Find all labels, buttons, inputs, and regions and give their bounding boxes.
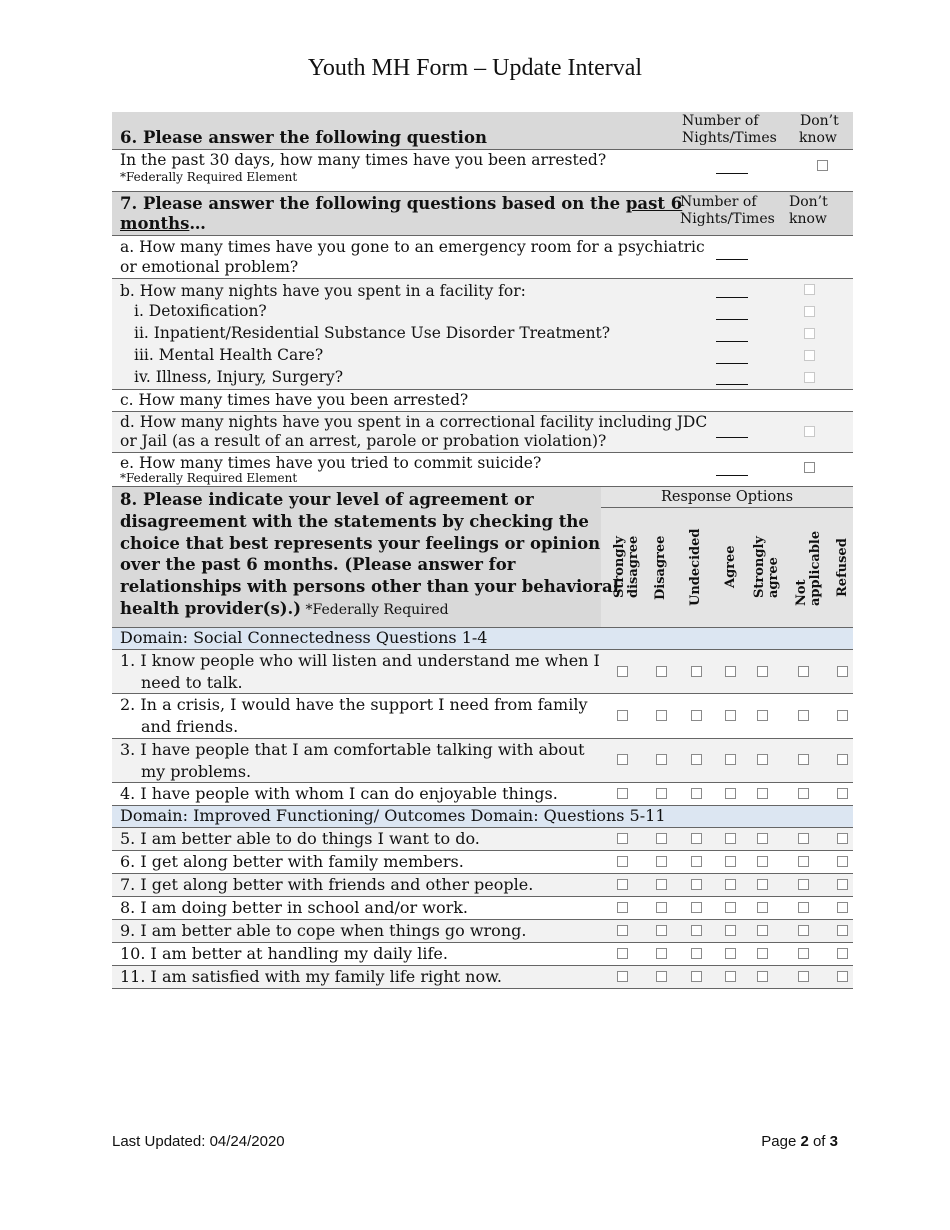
- q8-2-line2: and friends.: [141, 717, 239, 736]
- q8-2-option-checkbox[interactable]: [798, 710, 809, 721]
- option-disagree: Disagree: [653, 535, 668, 600]
- q8-6-option-checkbox[interactable]: [656, 856, 667, 867]
- q8-5-option-checkbox[interactable]: [837, 833, 848, 844]
- q8-4-option-checkbox[interactable]: [656, 788, 667, 799]
- q8-9-option-checkbox[interactable]: [691, 925, 702, 936]
- q8-10-option-checkbox[interactable]: [656, 948, 667, 959]
- q8-4-option-checkbox[interactable]: [757, 788, 768, 799]
- q8-1-option-checkbox[interactable]: [798, 666, 809, 677]
- q8-6-option-checkbox[interactable]: [617, 856, 628, 867]
- q7e-note: *Federally Required Element: [120, 471, 298, 485]
- q6-number-blank[interactable]: [716, 173, 748, 174]
- q8-7-option-checkbox[interactable]: [725, 879, 736, 890]
- q8-9-option-checkbox[interactable]: [617, 925, 628, 936]
- q7e: e. How many times have you tried to commit suicide?: [120, 454, 542, 472]
- q8-7-option-checkbox[interactable]: [798, 879, 809, 890]
- q8-6: 6. I get along better with family members.: [120, 852, 464, 871]
- q7a-line1: a. How many times have you gone to an emergency room for a psychiatric: [120, 238, 705, 256]
- q8-7-option-checkbox[interactable]: [656, 879, 667, 890]
- q7d-line2: or Jail (as a result of an arrest, parole or probation violation)?: [120, 432, 607, 450]
- last-updated: Last Updated: 04/24/2020: [112, 1133, 285, 1150]
- domain-social-label: Domain: Social Connectedness Questions 1-4: [120, 628, 488, 647]
- q8-8-option-checkbox[interactable]: [757, 902, 768, 913]
- q7-col-dontknow: Don’t know: [789, 194, 828, 227]
- q8-response-options: Response Options: [660, 489, 794, 505]
- q7d-line1: d. How many nights have you spent in a correctional facility including JDC: [120, 413, 708, 431]
- q7b-dontknow-checkbox[interactable]: [804, 284, 815, 295]
- q8-2-line1: 2. In a crisis, I would have the support I need from family: [120, 695, 588, 714]
- q8-3-option-checkbox[interactable]: [837, 754, 848, 765]
- q8-10-option-checkbox[interactable]: [837, 948, 848, 959]
- q8-9-option-checkbox[interactable]: [757, 925, 768, 936]
- option-not-applicable: Not applicable: [794, 530, 823, 606]
- q8-8-option-checkbox[interactable]: [691, 902, 702, 913]
- q8-10-option-checkbox[interactable]: [617, 948, 628, 959]
- q6-col-dontknow: Don’t know: [799, 113, 839, 146]
- q7b-intro: b. How many nights have you spent in a facility for:: [120, 282, 526, 300]
- q8-6-option-checkbox[interactable]: [837, 856, 848, 867]
- q8-3-option-checkbox[interactable]: [617, 754, 628, 765]
- q6-question: In the past 30 days, how many times have you been arrested?: [120, 151, 607, 169]
- q8-3-line2: my problems.: [141, 762, 252, 781]
- q8-5-option-checkbox[interactable]: [617, 833, 628, 844]
- q8-10-option-checkbox[interactable]: [725, 948, 736, 959]
- q8-10: 10. I am better at handling my daily life.: [120, 944, 448, 963]
- q8-1-line2: need to talk.: [141, 673, 243, 692]
- q8-2-option-checkbox[interactable]: [691, 710, 702, 721]
- q8-6-option-checkbox[interactable]: [757, 856, 768, 867]
- q7-col-number: Number of Nights/Times: [680, 194, 775, 227]
- q8-4-option-checkbox[interactable]: [725, 788, 736, 799]
- q8-8: 8. I am doing better in school and/or work.: [120, 898, 469, 917]
- q6-dontknow-checkbox[interactable]: [817, 160, 828, 171]
- q7b-blank[interactable]: [716, 319, 748, 320]
- q8-3-option-checkbox[interactable]: [798, 754, 809, 765]
- q8-9-option-checkbox[interactable]: [725, 925, 736, 936]
- q7c: c. How many times have you been arrested?: [120, 391, 469, 409]
- q8-8-option-checkbox[interactable]: [617, 902, 628, 913]
- option-strongly-agree: Strongly agree: [752, 536, 781, 598]
- q7a-line2: or emotional problem?: [120, 258, 299, 276]
- q8-2-option-checkbox[interactable]: [617, 710, 628, 721]
- q7b-blank[interactable]: [716, 363, 748, 364]
- q8-1-option-checkbox[interactable]: [691, 666, 702, 677]
- q7e-dontknow-checkbox[interactable]: [804, 462, 815, 473]
- q6-heading: 6. Please answer the following question: [120, 128, 487, 147]
- q8-6-option-checkbox[interactable]: [725, 856, 736, 867]
- q8-1-option-checkbox[interactable]: [725, 666, 736, 677]
- q7d-dontknow-checkbox[interactable]: [804, 426, 815, 437]
- q8-10-option-checkbox[interactable]: [691, 948, 702, 959]
- page-title: Youth MH Form – Update Interval: [307, 55, 643, 81]
- q7e-number-blank[interactable]: [716, 475, 748, 476]
- q8-11-option-checkbox[interactable]: [656, 971, 667, 982]
- q6-note: *Federally Required Element: [120, 170, 298, 184]
- q8-8-option-checkbox[interactable]: [725, 902, 736, 913]
- q8-11-option-checkbox[interactable]: [617, 971, 628, 982]
- q8-5-option-checkbox[interactable]: [725, 833, 736, 844]
- option-refused: Refused: [835, 538, 850, 597]
- q8-11-option-checkbox[interactable]: [798, 971, 809, 982]
- q8-10-option-checkbox[interactable]: [798, 948, 809, 959]
- q8-5-option-checkbox[interactable]: [757, 833, 768, 844]
- q8-heading: 8. Please indicate your level of agreement or disagreement with the statements by checking the choice that best represents your feelings or opinion over the past 6 months. (Please answer for relationships with persons other than your behavioral health provider(s).) *Federally Required: [120, 490, 619, 618]
- q8-1-line1: 1. I know people who will listen and understand me when I: [120, 651, 600, 670]
- q7b-item: iv. Illness, Injury, Surgery?: [134, 368, 344, 386]
- q8-3-line1: 3. I have people that I am comfortable talking with about: [120, 740, 585, 759]
- q8-11-option-checkbox[interactable]: [725, 971, 736, 982]
- q7b-blank[interactable]: [716, 297, 748, 298]
- q7-heading: 7. Please answer the following questions based on the past 6 months…: [120, 194, 683, 233]
- q8-9: 9. I am better able to cope when things go wrong.: [120, 921, 527, 940]
- q8-5-option-checkbox[interactable]: [656, 833, 667, 844]
- q7b-blank[interactable]: [716, 384, 748, 385]
- q8-11-option-checkbox[interactable]: [691, 971, 702, 982]
- q8-9-option-checkbox[interactable]: [798, 925, 809, 936]
- q8-7-option-checkbox[interactable]: [757, 879, 768, 890]
- q8-9-option-checkbox[interactable]: [837, 925, 848, 936]
- q8-8-option-checkbox[interactable]: [798, 902, 809, 913]
- option-agree: Agree: [723, 545, 738, 588]
- q8-4-option-checkbox[interactable]: [837, 788, 848, 799]
- q8-4-option-checkbox[interactable]: [617, 788, 628, 799]
- q8-5-option-checkbox[interactable]: [691, 833, 702, 844]
- q8-5-option-checkbox[interactable]: [798, 833, 809, 844]
- q8-11: 11. I am satisfied with my family life right now.: [120, 967, 502, 986]
- q7b-item: ii. Inpatient/Residential Substance Use Disorder Treatment?: [134, 324, 611, 342]
- q8-7-option-checkbox[interactable]: [617, 879, 628, 890]
- q8-3-option-checkbox[interactable]: [656, 754, 667, 765]
- q8-4: 4. I have people with whom I can do enjoyable things.: [120, 784, 558, 803]
- q8-2-option-checkbox[interactable]: [725, 710, 736, 721]
- q7a-number-blank[interactable]: [716, 259, 748, 260]
- q8-2-option-checkbox[interactable]: [656, 710, 667, 721]
- q8-3-option-checkbox[interactable]: [725, 754, 736, 765]
- q8-1-option-checkbox[interactable]: [757, 666, 768, 677]
- q8-10-option-checkbox[interactable]: [757, 948, 768, 959]
- q8-6-option-checkbox[interactable]: [798, 856, 809, 867]
- page-number: Page 2 of 3: [761, 1133, 838, 1150]
- q8-4-option-checkbox[interactable]: [798, 788, 809, 799]
- q7b-dontknow-checkbox[interactable]: [804, 350, 815, 361]
- q8-1-option-checkbox[interactable]: [837, 666, 848, 677]
- q7b-dontknow-checkbox[interactable]: [804, 328, 815, 339]
- q8-3-option-checkbox[interactable]: [757, 754, 768, 765]
- q8-8-option-checkbox[interactable]: [656, 902, 667, 913]
- q8-2-option-checkbox[interactable]: [757, 710, 768, 721]
- q8-9-option-checkbox[interactable]: [656, 925, 667, 936]
- option-undecided: Undecided: [688, 528, 703, 606]
- q8-6-option-checkbox[interactable]: [691, 856, 702, 867]
- q8-1-option-checkbox[interactable]: [656, 666, 667, 677]
- q8-11-option-checkbox[interactable]: [837, 971, 848, 982]
- q7d-number-blank[interactable]: [716, 437, 748, 438]
- q8-11-option-checkbox[interactable]: [757, 971, 768, 982]
- q8-3-option-checkbox[interactable]: [691, 754, 702, 765]
- q7b-item: iii. Mental Health Care?: [134, 346, 324, 364]
- q7b-dontknow-checkbox[interactable]: [804, 372, 815, 383]
- q8-7-option-checkbox[interactable]: [837, 879, 848, 890]
- q8-7: 7. I get along better with friends and other people.: [120, 875, 534, 894]
- domain-functioning-label: Domain: Improved Functioning/ Outcomes Domain: Questions 5-11: [120, 806, 666, 825]
- q8-8-option-checkbox[interactable]: [837, 902, 848, 913]
- option-strongly-disagree: Strongly disagree: [612, 535, 641, 598]
- q8-4-option-checkbox[interactable]: [691, 788, 702, 799]
- q8-7-option-checkbox[interactable]: [691, 879, 702, 890]
- q7b-item: i. Detoxification?: [134, 302, 267, 320]
- q8-2-option-checkbox[interactable]: [837, 710, 848, 721]
- q8-1-option-checkbox[interactable]: [617, 666, 628, 677]
- q8-5: 5. I am better able to do things I want to do.: [120, 829, 480, 848]
- q6-col-number: Number of Nights/Times: [682, 113, 777, 146]
- q7b-blank[interactable]: [716, 341, 748, 342]
- q7b-dontknow-checkbox[interactable]: [804, 306, 815, 317]
